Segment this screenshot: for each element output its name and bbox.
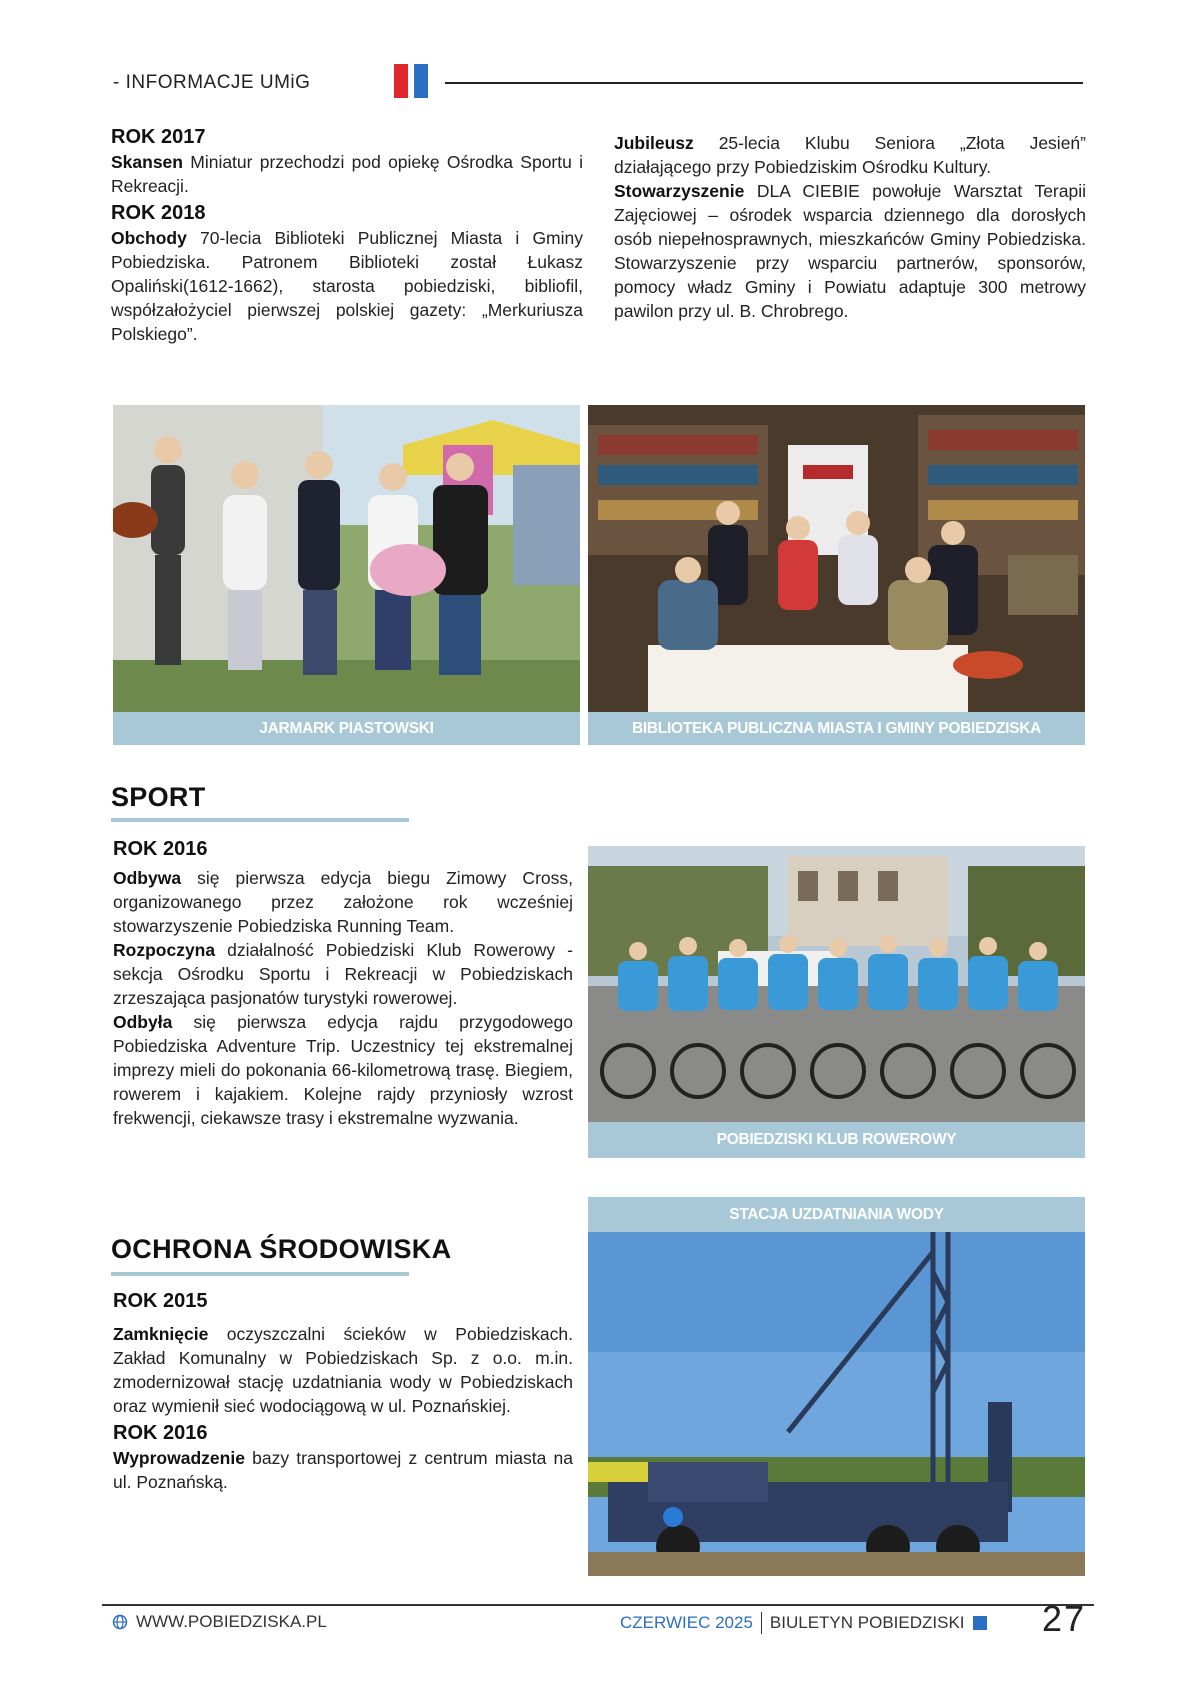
footer-website[interactable] <box>112 1612 327 1632</box>
year-heading-env-2015: ROK 2015 <box>113 1290 208 1312</box>
biblioteka-image <box>588 405 1085 712</box>
paragraph-baza-transportowa <box>113 1446 573 1494</box>
publication-name: BIULETYN POBIEDZISKI <box>769 1613 965 1632</box>
caption-klub-rowerowy: POBIEDZISKI KLUB ROWEROWY <box>588 1122 1085 1158</box>
paragraph-text: działalność Pobiedziski Klub Rowerowy - sekcja Ośrodku Sportu i Rekreacji w Pobiedziskach zrzeszająca pasjonatów turystyki rowerowej. <box>113 940 573 1008</box>
lead-word: Odbyła <box>113 1012 173 1032</box>
caption-stacja: STACJA UZDATNIANIA WODY <box>588 1197 1085 1232</box>
paragraph-oczyszczalnia <box>113 1322 573 1418</box>
square-icon <box>973 1616 987 1630</box>
section-header: - INFORMACJE UMiG <box>113 72 311 93</box>
header-divider <box>445 82 1083 84</box>
website-url[interactable]: WWW.POBIEDZISKA.PL <box>136 1612 327 1631</box>
year-heading-2017: ROK 2017 <box>111 126 206 148</box>
lead-word: Wyprowadzenie <box>113 1448 245 1468</box>
year-heading-env-2016: ROK 2016 <box>113 1422 208 1444</box>
paragraph-klub-rowerowy <box>113 938 573 1010</box>
paragraph-text: się pierwsza edycja biegu Zimowy Cross, organizowanego przez założone rok wcześniej stowarzyszenie Pobiedziska Running Team. <box>113 868 573 936</box>
lead-word: Odbywa <box>113 868 182 888</box>
paragraph-stowarzyszenie <box>614 179 1086 323</box>
lead-word: Obchody <box>111 228 187 248</box>
env-column <box>113 1288 573 1494</box>
paragraph-2017 <box>111 150 583 198</box>
footer-publication <box>620 1612 987 1634</box>
section-rule-ochrona <box>111 1272 409 1276</box>
section-rule-sport <box>111 818 409 822</box>
section-title-ochrona: OCHRONA ŚRODOWISKA <box>111 1234 452 1264</box>
caption-jarmark: JARMARK PIASTOWSKI <box>113 712 580 745</box>
klub-rowerowy-image <box>588 846 1085 1122</box>
photo-jarmark <box>113 405 580 712</box>
paragraph-2018 <box>111 226 583 346</box>
lead-word: Zamknięcie <box>113 1324 209 1344</box>
paragraph-text: 70-lecia Biblioteki Publicznej Miasta i Gminy Pobiedziska. Patronem Biblioteki został Łukasz Opaliński(1612-1662), starosta pobiedziski, bibliofil, współzałożyciel pierwszej polskiej gazety: „Merkuriusza Polskiego”. <box>111 228 583 344</box>
paragraph-text: Miniatur przechodzi pod opiekę Ośrodka Sportu i Rekreacji. <box>111 152 583 196</box>
left-top-column <box>111 124 583 346</box>
page-number: 27 <box>1042 1598 1087 1639</box>
sport-column <box>113 836 573 1130</box>
paragraph-text: DLA CIEBIE powołuje Warsztat Terapii Zajęciowej – ośrodek wsparcia dziennego dla dorosłych osób niepełnosprawnych, mieszkańców Gminy Pobiedziska. Stowarzyszenie przy wsparciu partnerów, sponsorów, pomocy władz Gminy i Powiatu adaptuje 300 metrowy pawilon przy ul. B. Chrobrego. <box>614 181 1086 321</box>
right-top-column <box>614 131 1086 323</box>
paragraph-adventure-trip <box>113 1010 573 1130</box>
flag-blue-bar <box>414 64 428 98</box>
issue-month: CZERWIEC 2025 <box>620 1613 753 1632</box>
flag-red-bar <box>394 64 408 98</box>
lead-word: Skansen <box>111 152 183 172</box>
section-title-sport: SPORT <box>111 782 206 812</box>
paragraph-zimowy-cross <box>113 866 573 938</box>
paragraph-text: oczyszczalni ścieków w Pobiedziskach. Zakład Komunalny w Pobiedziskach Sp. z o.o. m.in. zmodernizował stację uzdatniania wody w Pobiedziskach oraz wymienił sieć wodociągową w ul. Poznańskiej. <box>113 1324 573 1416</box>
globe-icon <box>112 1614 128 1630</box>
year-heading-2018: ROK 2018 <box>111 202 206 224</box>
footer-separator <box>761 1612 762 1634</box>
photo-klub-rowerowy <box>588 846 1085 1122</box>
stacja-image <box>588 1232 1085 1576</box>
lead-word: Rozpoczyna <box>113 940 216 960</box>
paragraph-text: 25-lecia Klubu Seniora „Złota Jesień” działającego przy Pobiedziskim Ośrodku Kultury. <box>614 133 1086 177</box>
footer-divider <box>102 1604 1094 1606</box>
photo-stacja <box>588 1232 1085 1576</box>
lead-word: Jubileusz <box>614 133 694 153</box>
photo-biblioteka <box>588 405 1085 712</box>
caption-biblioteka: BIBLIOTEKA PUBLICZNA MIASTA I GMINY POBIEDZISKA <box>588 712 1085 745</box>
paragraph-text: się pierwsza edycja rajdu przygodowego Pobiedziska Adventure Trip. Uczestnicy tej ekstremalnej imprezy mieli do pokonania 66-kilometrową trasę. Biegiem, rowerem i kajakiem. Kolejne rajdy przyniosły wzrost frekwencji, ciekawsze trasy i ekstremalne wyzwania. <box>113 1012 573 1128</box>
paragraph-jubileusz <box>614 131 1086 179</box>
lead-word: Stowarzyszenie <box>614 181 745 201</box>
paragraph-text: bazy transportowej z centrum miasta na ul. Poznańską. <box>113 1448 573 1492</box>
jarmark-image <box>113 405 580 712</box>
year-heading-sport-2016: ROK 2016 <box>113 838 208 860</box>
